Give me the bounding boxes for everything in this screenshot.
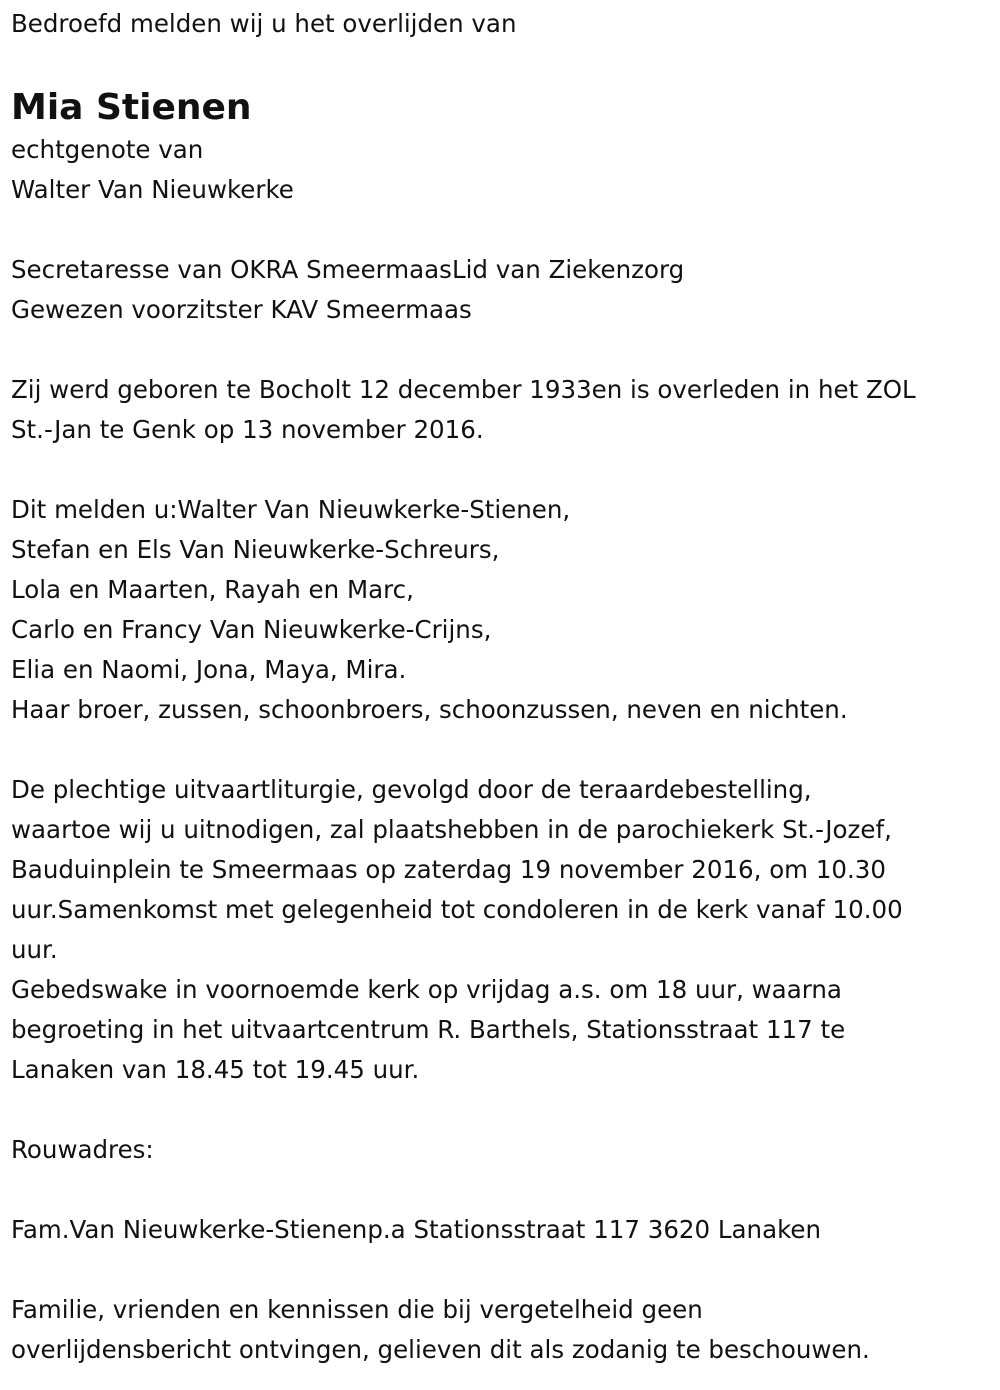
birth-death-section bbox=[11, 370, 991, 450]
ceremony-line: waartoe wij u uitnodigen, zal plaatshebben in de parochiekerk St.-Jozef, bbox=[11, 815, 892, 844]
announcer-line: Lola en Maarten, Rayah en Marc, bbox=[11, 575, 414, 604]
ceremony-line: uur.Samenkomst met gelegenheid tot condoleren in de kerk vanaf 10.00 bbox=[11, 895, 903, 924]
announcer-line: Carlo en Francy Van Nieuwkerke-Crijns, bbox=[11, 615, 492, 644]
announcers-section bbox=[11, 490, 991, 730]
announcer-line: Stefan en Els Van Nieuwkerke-Schreurs, bbox=[11, 535, 500, 564]
closing-section bbox=[11, 1290, 991, 1370]
ceremony-line: uur. bbox=[11, 935, 58, 964]
relation-text: echtgenote van bbox=[11, 135, 204, 164]
spacer bbox=[11, 44, 991, 84]
spacer bbox=[11, 1170, 991, 1210]
spacer bbox=[11, 730, 991, 770]
intro-text: Bedroefd melden wij u het overlijden van bbox=[11, 9, 517, 38]
death-notice bbox=[11, 4, 991, 1370]
spacer bbox=[11, 1250, 991, 1290]
spouse-name: Walter Van Nieuwkerke bbox=[11, 175, 294, 204]
announcer-line: Dit melden u:Walter Van Nieuwkerke-Stienen, bbox=[11, 495, 571, 524]
role-line: Gewezen voorzitster KAV Smeermaas bbox=[11, 295, 472, 324]
spacer bbox=[11, 450, 991, 490]
ceremony-line: begroeting in het uitvaartcentrum R. Barthels, Stationsstraat 117 te bbox=[11, 1015, 846, 1044]
ceremony-line: Bauduinplein te Smeermaas op zaterdag 19 november 2016, om 10.30 bbox=[11, 855, 886, 884]
roles-section bbox=[11, 250, 991, 330]
spacer bbox=[11, 1090, 991, 1130]
spacer bbox=[11, 210, 991, 250]
ceremony-line: Gebedswake in voornoemde kerk op vrijdag a.s. om 18 uur, waarna bbox=[11, 975, 842, 1004]
announcer-line: Elia en Naomi, Jona, Maya, Mira. bbox=[11, 655, 407, 684]
deceased-name: Mia Stienen bbox=[11, 87, 252, 128]
role-line: Secretaresse van OKRA SmeermaasLid van Ziekenzorg bbox=[11, 255, 685, 284]
ceremony-line: Lanaken van 18.45 tot 19.45 uur. bbox=[11, 1055, 420, 1084]
ceremony-line: De plechtige uitvaartliturgie, gevolgd door de teraardebestelling, bbox=[11, 775, 812, 804]
closing-line: Familie, vrienden en kennissen die bij vergetelheid geen bbox=[11, 1295, 703, 1324]
spacer bbox=[11, 330, 991, 370]
closing-line: overlijdensbericht ontvingen, gelieven dit als zodanig te beschouwen. bbox=[11, 1335, 870, 1364]
address-value: Fam.Van Nieuwkerke-Stienenp.a Stationsstraat 117 3620 Lanaken bbox=[11, 1215, 822, 1244]
address-label: Rouwadres: bbox=[11, 1135, 154, 1164]
birth-death-line: Zij werd geboren te Bocholt 12 december 1933en is overleden in het ZOL bbox=[11, 375, 916, 404]
announcer-line: Haar broer, zussen, schoonbroers, schoonzussen, neven en nichten. bbox=[11, 695, 848, 724]
ceremony-section bbox=[11, 770, 991, 1090]
birth-death-line: St.-Jan te Genk op 13 november 2016. bbox=[11, 415, 484, 444]
